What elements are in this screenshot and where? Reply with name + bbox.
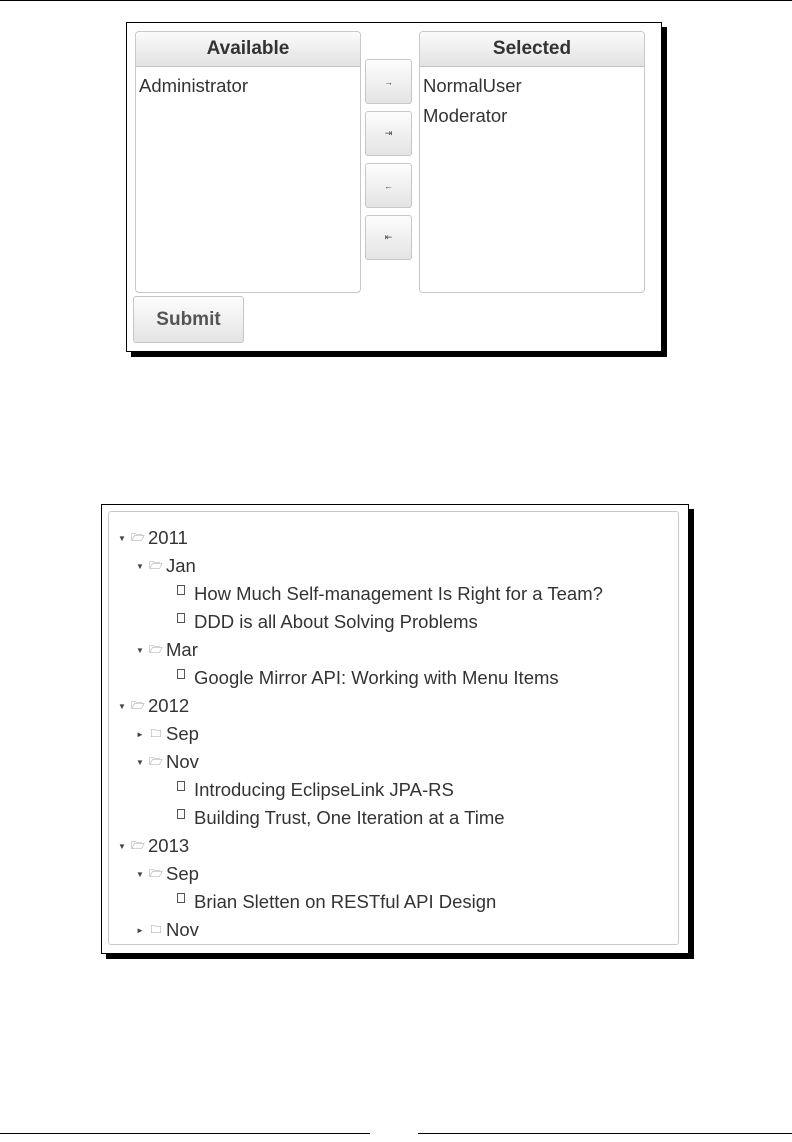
expand-triangle-icon[interactable]: ▼ (118, 841, 126, 851)
tree-leaf-label: Introducing EclipseLink JPA-RS (194, 779, 454, 800)
selected-item-normaluser[interactable]: NormalUser (423, 75, 522, 96)
bottom-divider-right (418, 1133, 792, 1134)
tree-node-label: Nov (166, 919, 199, 940)
tree-node-label: Sep (166, 863, 199, 884)
document-icon (177, 613, 185, 623)
tree-node-nov-2012[interactable] (133, 748, 199, 776)
tree-figure (101, 504, 689, 954)
tree-node-2013[interactable] (115, 832, 189, 860)
collapse-triangle-icon[interactable]: ► (136, 925, 144, 935)
available-item-administrator[interactable]: Administrator (139, 75, 248, 96)
folder-open-icon: 🗁 (131, 531, 145, 544)
tree-node-label: 2011 (148, 527, 188, 548)
tree-leaf-label: Building Trust, One Iteration at a Time (194, 807, 505, 828)
expand-triangle-icon[interactable]: ▼ (118, 533, 126, 543)
tree-leaf-self-management[interactable] (175, 580, 603, 608)
tree-leaf-label: DDD is all About Solving Problems (194, 611, 478, 632)
folder-closed-icon: 🗀 (150, 923, 162, 936)
tree-node-sep-2013[interactable] (133, 860, 199, 888)
available-list (135, 31, 361, 293)
remove-all-button[interactable] (365, 215, 412, 260)
tree-node-label: Nov (166, 751, 199, 772)
add-all-button[interactable] (365, 111, 412, 156)
collapse-triangle-icon[interactable]: ► (136, 729, 144, 739)
tree-node-2012[interactable] (115, 692, 189, 720)
tree-node-label: Sep (166, 723, 199, 744)
selected-item-moderator[interactable]: Moderator (423, 105, 508, 126)
picklist-figure (126, 22, 662, 352)
remove-button[interactable] (365, 163, 412, 208)
document-icon (177, 893, 185, 903)
folder-closed-icon: 🗀 (150, 727, 162, 740)
tree-leaf-brian-sletten[interactable] (175, 888, 496, 916)
top-divider (0, 0, 792, 1)
tree-leaf-label: Google Mirror API: Working with Menu Items (194, 667, 559, 688)
folder-open-icon: 🗁 (149, 867, 163, 880)
folder-open-icon: 🗁 (149, 755, 163, 768)
tree-leaf-building-trust[interactable] (175, 804, 505, 832)
arrow-right-bar-icon: ⇥ (384, 128, 393, 138)
tree-leaf-ddd[interactable] (175, 608, 478, 636)
tree-leaf-eclipselink[interactable] (175, 776, 454, 804)
expand-triangle-icon[interactable]: ▼ (118, 701, 126, 711)
document-icon (177, 669, 185, 679)
tree-node-mar-2011[interactable] (133, 636, 198, 664)
tree-node-sep-2012[interactable] (133, 720, 199, 748)
expand-triangle-icon[interactable]: ▼ (136, 757, 144, 767)
folder-open-icon: 🗁 (131, 839, 145, 852)
tree-node-label: 2013 (148, 835, 190, 856)
arrow-left-bar-icon: ⇤ (384, 232, 393, 242)
bottom-divider-left (0, 1133, 370, 1134)
arrow-left-icon: ← (384, 180, 393, 191)
tree-node-2011[interactable] (115, 524, 188, 552)
submit-button[interactable]: Submit (133, 296, 244, 343)
document-icon (177, 809, 185, 819)
folder-open-icon: 🗁 (149, 559, 163, 572)
selected-header: Selected (420, 32, 644, 67)
tree-node-label: Jan (166, 555, 196, 576)
expand-triangle-icon[interactable]: ▼ (136, 645, 144, 655)
tree-node-label: Mar (166, 639, 198, 660)
selected-list (419, 31, 645, 293)
document-icon (177, 585, 185, 595)
tree-node-label: 2012 (148, 695, 190, 716)
document-icon (177, 781, 185, 791)
tree-leaf-google-mirror[interactable] (175, 664, 559, 692)
tree-node-nov-2013[interactable] (133, 916, 199, 944)
expand-triangle-icon[interactable]: ▼ (136, 869, 144, 879)
folder-open-icon: 🗁 (149, 643, 163, 656)
tree-node-jan-2011[interactable] (133, 552, 196, 580)
arrow-right-icon: → (384, 76, 393, 87)
tree-leaf-label: Brian Sletten on RESTful API Design (194, 891, 497, 912)
expand-triangle-icon[interactable]: ▼ (136, 561, 144, 571)
folder-open-icon: 🗁 (131, 699, 145, 712)
add-button[interactable] (365, 59, 412, 104)
available-header: Available (136, 32, 360, 67)
tree-leaf-label: How Much Self-management Is Right for a Team? (194, 583, 603, 604)
tree-panel (108, 511, 679, 945)
